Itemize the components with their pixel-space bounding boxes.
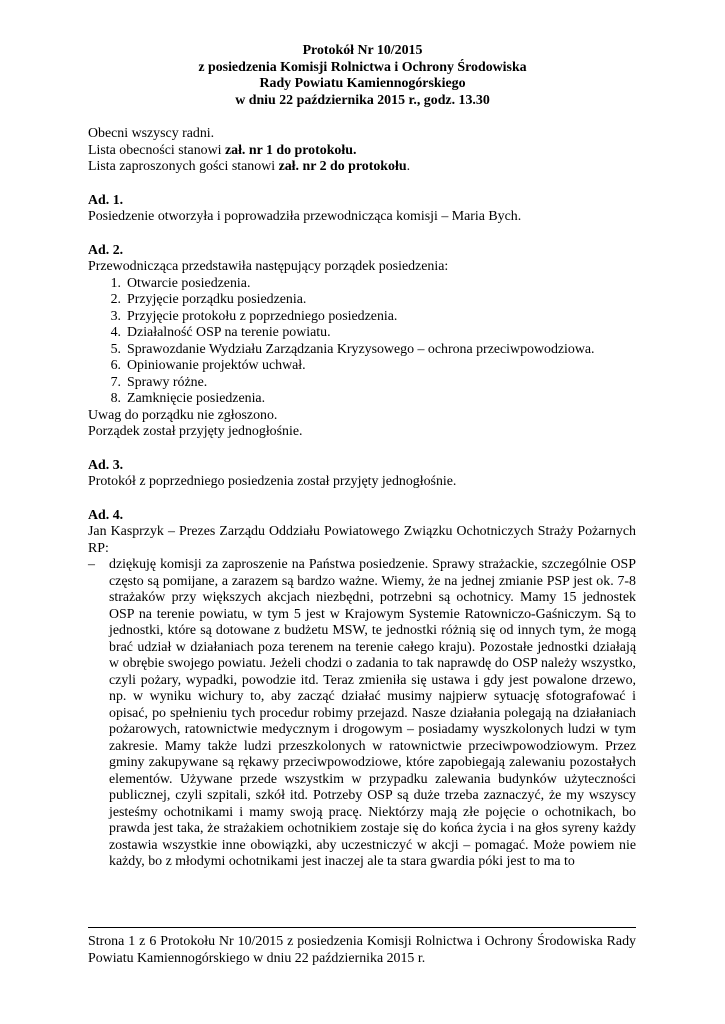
- protocol-title: Protokół Nr 10/2015: [302, 43, 423, 58]
- agenda-item: 5. Sprawozdanie Wydziału Zarządzania Kryzysowego – ochrona przeciwpowodziowa.: [110, 341, 595, 357]
- agenda-item: 1. Otwarcie posiedzenia.: [110, 275, 251, 291]
- protocol-body: [88, 126, 636, 871]
- agenda-item: 2. Przyjęcie porządku posiedzenia.: [110, 292, 307, 307]
- section-ad4: [88, 508, 636, 871]
- agenda-item: 6. Opiniowanie projektów uchwał.: [110, 358, 306, 373]
- protocol-header: [0, 43, 725, 109]
- ad1-text: Posiedzenie otworzyła i poprowadziła przewodnicząca komisji – Maria Bych.: [88, 209, 522, 224]
- agenda-item: 4. Działalność OSP na terenie powiatu.: [110, 325, 331, 340]
- agenda-item: 8. Zamknięcie posiedzenia.: [110, 391, 266, 406]
- agenda-list: [88, 276, 636, 408]
- ad2-intro: Przewodnicząca przedstawiła następujący porządek posiedzenia:: [88, 259, 449, 274]
- attendance-prefix: Lista obecności stanowi: [88, 142, 225, 158]
- agenda-item: 7. Sprawy różne.: [110, 374, 208, 390]
- intro-attendance: [88, 143, 636, 160]
- ad4-heading: Ad. 4.: [88, 507, 124, 523]
- guests-prefix: Lista zaproszonych gości stanowi: [88, 159, 279, 174]
- ad4-statement-text: dziękuję komisji za zaproszenie na Państwa posiedzenie. Sprawy strażackie, szczególnie OSP często są pomijane, a zarazem są bardzo ważne. Wiemy, że na jednej zmianie PSP jest ok. 7-8 strażaków przy większych akcjach niezbędni, potrzebni są ochotnicy. Mamy 15 jednostek OSP na terenie powiatu, w tym 5 jest w Krajowym Systemie Ratowniczo-Gaśniczym. Są to jednostki, które są dotowane z budżetu MSW, te jednostki różnią się od innych tym, że mogą brać udział w działaniach poza terenem na terenie całego kraju). Pozostałe jednostki działają w obrębie swojego powiatu. Jeżeli chodzi o zadania to tak naprawdę do OSP należy wszystko, czyli pożary, wypadki, powodzie itd. Teraz zmieniła się ustawa i gdy jest powalone drzewo, np. w wyniku wichury to, aby zacząć działać musimy najpierw sytuację sfotografować i opisać, po spełnieniu tych procedur robimy przejazd. Nasze działania polegają na działaniach pożarowych, ratownictwie medycznym i drogowym – posiadamy wyszkolonych ludzi w tym zakresie. Mamy także ludzi przeszkolonych w ratownictwie przeciwpowodziowym. Przez gminy zakupywane są rękawy przeciwpowodziowe, które zapobiegają zalewaniu pozostałych elementów. Używane przede wszystkim w przypadku zalewania budynków użyteczności publicznej, czyli szpitali, szkół itd. Potrzeby OSP są duże trzeba zaznaczyć, że my wszyscy jesteśmy ochotnikami i mamy swoją pracę. Niektórzy mają złe pojęcie o ochotnikach, bo prawda jest taka, że strażakiem ochotnikiem zostaje się do końca życia i na głos syreny każdy zostawia wszystkie inne obowiązki, aby uczestniczyć w akcji – pomagać. Może powiem nie każdy, bo z młodymi ochotnikami jest inaczej ale ta stara gwardia póki jest to ma to: [109, 557, 636, 869]
- attendance-attachment: zał. nr 1 do protokołu.: [224, 142, 357, 158]
- intro-guests: [88, 159, 636, 176]
- page-footer: Strona 1 z 6 Protokołu Nr 10/2015 z posiedzenia Komisji Rolnictwa i Ochrony Środowiska Rady Powiatu Kamiennogórskiego w dniu 22 października 2015 r.: [88, 934, 636, 966]
- protocol-council: Rady Powiatu Kamiennogórskiego: [259, 76, 466, 91]
- agenda-item: 3. Przyjęcie protokołu z poprzedniego posiedzenia.: [110, 308, 398, 324]
- ad3-text: Protokół z poprzedniego posiedzenia został przyjęty jednogłośnie.: [88, 474, 457, 489]
- intro-section: [88, 126, 636, 176]
- protocol-date: w dniu 22 października 2015 r., godz. 13.30: [235, 92, 490, 108]
- ad3-heading: Ad. 3.: [88, 457, 124, 473]
- ad2-note-accepted: Porządek został przyjęty jednogłośnie.: [88, 424, 303, 439]
- intro-present: Obecni wszyscy radni.: [88, 126, 215, 141]
- ad4-statement: [88, 557, 636, 871]
- dash-bullet: –: [88, 557, 95, 572]
- section-ad2: [88, 243, 636, 441]
- ad2-note-no-remarks: Uwag do porządku nie zgłoszono.: [88, 407, 278, 423]
- ad2-heading: Ad. 2.: [88, 242, 124, 258]
- protocol-committee: z posiedzenia Komisji Rolnictwa i Ochrony Środowiska: [198, 59, 527, 75]
- section-ad1: [88, 193, 636, 226]
- section-ad3: [88, 458, 636, 491]
- guests-attachment: zał. nr 2 do protokołu: [278, 159, 407, 174]
- footer-divider: [88, 927, 636, 928]
- ad1-heading: Ad. 1.: [88, 192, 124, 208]
- guests-suffix: .: [406, 159, 411, 174]
- ad4-speaker: Jan Kasprzyk – Prezes Zarządu Oddziału Powiatowego Związku Ochotniczych Straży Pożarnych RP:: [88, 524, 636, 556]
